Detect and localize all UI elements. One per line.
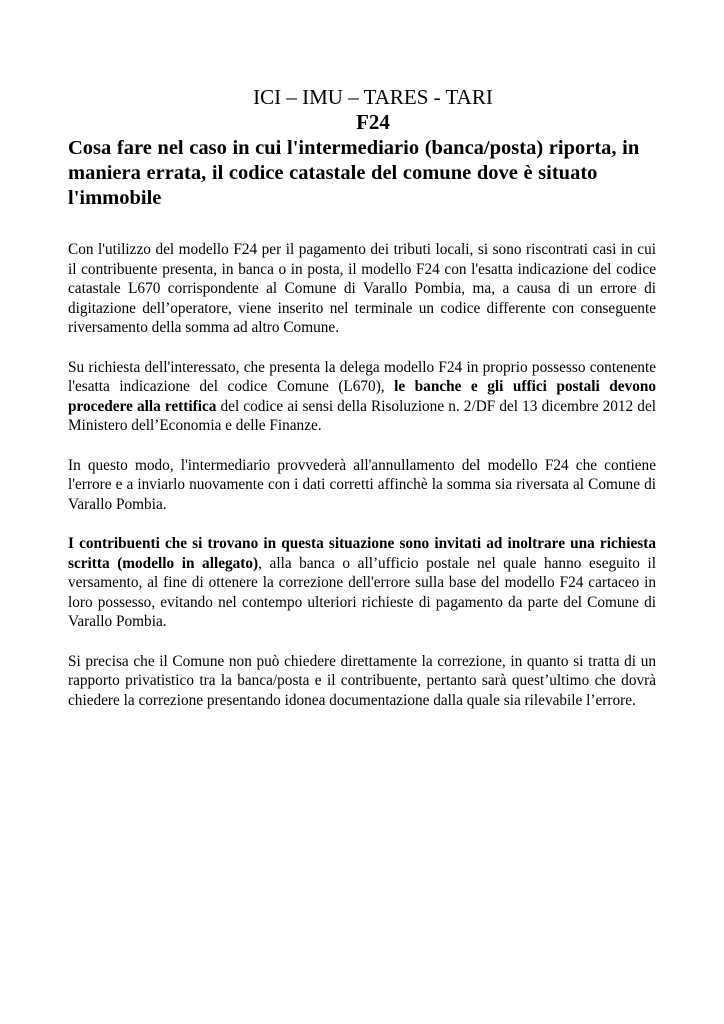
document-heading: ICI – IMU – TARES - TARI — [253, 85, 493, 109]
paragraph-4-bold: I contribuenti che si trovano in questa situazione sono invitati ad inoltrare una richiesta scritta (modello in allegato) — [68, 535, 656, 572]
paragraph-2-text: Su richiesta dell'interessato, che presenta la delega modello F24 in proprio possesso contenente l'esatta indicazione del codice Comune (L670), — [68, 358, 656, 395]
document-subject: Cosa fare nel caso in cui l'intermediario (banca/posta) riporta, in maniera errata, il codice catastale del comune dove è situato l'immobile — [68, 137, 640, 209]
document-page — [68, 84, 656, 710]
paragraph-2-bold: le banche e gli uffici postali devono procedere alla rettifica — [68, 378, 656, 415]
paragraph-5: Si precisa che il Comune non può chiedere direttamente la correzione, in quanto si tratta di un rapporto privatistico tra la banca/posta e il contribuente, pertanto sarà quest’ultimo che dovrà chiedere la correzione presentando idonea documentazione dalla quale sia rilevabile l’errore. — [68, 652, 656, 709]
paragraph-4-text: , alla banca o all’ufficio postale nel quale hanno eseguito il versamento, al fine di ottenere la correzione dell'errore sulla base del modello F24 cartaceo in loro possesso, evitando nel contempo ulteriori richieste di pagamento da parte del Comune di Varallo Pombia. — [68, 554, 657, 630]
paragraph-2-text-end: del codice ai sensi della Risoluzione n. 2/DF del 13 dicembre 2012 del Ministero dell’Economia e delle Finanze. — [68, 397, 656, 434]
paragraph-4 — [68, 534, 656, 632]
paragraph-1: Con l'utilizzo del modello F24 per il pagamento dei tributi locali, si sono riscontrati casi in cui il contribuente presenta, in banca o in posta, il modello F24 con l'esatta indicazione del codice catastale L670 corrispondente al Comune di Varallo Pombia, ma, a causa di un errore di digitazione dell’operatore, viene inserito nel terminale un codice differente con conseguente riversamento della somma ad altro Comune. — [68, 241, 656, 336]
paragraph-3: In questo modo, l'intermediario provvederà all'annullamento del modello F24 che contiene l'errore e a inviarlo nuovamente con i dati corretti affinchè la somma sia riversata al Comune di Varallo Pombia. — [68, 456, 656, 513]
form-code-heading: F24 — [356, 110, 390, 134]
paragraph-2 — [68, 358, 656, 436]
